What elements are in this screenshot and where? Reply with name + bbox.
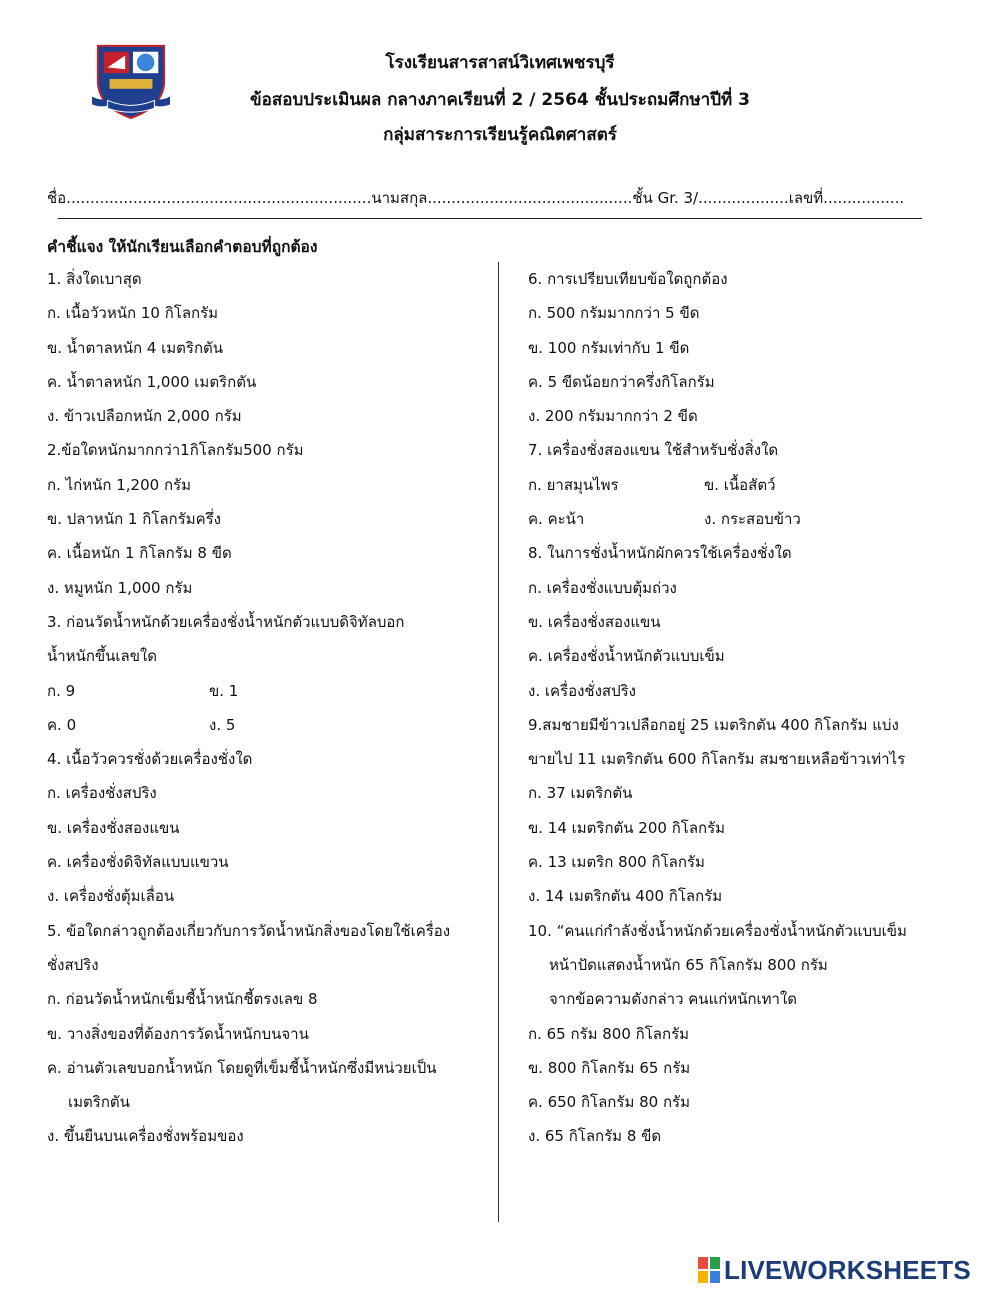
choice[interactable]: ข. 1: [209, 681, 239, 700]
choice[interactable]: ง. เครื่องชั่งตุ้มเลื่อน: [47, 887, 175, 906]
header-divider: [58, 218, 922, 219]
question-9-cont: ขายไป 11 เมตริกตัน 600 กิโลกรัม สมชายเหลือข้าวเท่าไร: [528, 750, 906, 769]
choice[interactable]: ค. 650 กิโลกรัม 80 กรัม: [528, 1093, 690, 1112]
column-divider: [498, 262, 499, 1222]
choice[interactable]: ค. เนื้อหนัก 1 กิโลกรัม 8 ขีด: [47, 544, 232, 563]
choice[interactable]: ง. กระสอบข้าว: [704, 510, 801, 529]
student-info-line[interactable]: ชื่อ................................................................นามสกุล...........................................ชั้น Gr. 3/...................เลขที่.................: [47, 189, 905, 207]
choice[interactable]: ง. 200 กรัมมากกว่า 2 ขีด: [528, 407, 698, 426]
left-column: [47, 264, 487, 1156]
question-1: 1. สิ่งใดเบาสุด: [47, 270, 142, 288]
choice[interactable]: ก. 65 กรัม 800 กิโลกรัม: [528, 1024, 690, 1043]
question-3-cont: น้ำหนักขึ้นเลขใด: [47, 647, 158, 666]
question-5-cont: ชั่งสปริง: [47, 955, 99, 974]
choice[interactable]: ข. เครื่องชั่งสองแขน: [528, 612, 661, 631]
liveworksheets-logo[interactable]: [698, 1256, 971, 1284]
choice[interactable]: ค. 13 เมตริก 800 กิโลกรัม: [528, 853, 705, 872]
question-2: 2.ข้อใดหนักมากกว่า1กิโลกรัม500 กรัม: [47, 441, 304, 460]
choice[interactable]: ข. เนื้อสัตว์: [704, 475, 776, 494]
question-7: 7. เครื่องชั่งสองแขน ใช้สำหรับชั่งสิ่งใด: [528, 441, 779, 460]
choice[interactable]: ก. 500 กรัมมากกว่า 5 ขีด: [528, 304, 700, 323]
choice[interactable]: ข. เครื่องชั่งสองแขน: [47, 818, 180, 837]
question-10-cont: หน้าปัดแสดงน้ำหนัก 65 กิโลกรัม 800 กรัม: [549, 955, 828, 974]
choice[interactable]: ค. อ่านตัวเลขบอกน้ำหนัก โดยดูที่เข็มชี้น้ำหนักซึ่งมีหน่วยเป็น: [47, 1058, 437, 1077]
choice-row: [47, 676, 487, 710]
question-6: 6. การเปรียบเทียบข้อใดถูกต้อง: [528, 270, 728, 288]
choice-row: [528, 470, 968, 504]
choice[interactable]: ข. 800 กิโลกรัม 65 กรัม: [528, 1058, 691, 1077]
choice[interactable]: ค. เครื่องชั่งน้ำหนักตัวแบบเข็ม: [528, 647, 725, 666]
question-3: 3. ก่อนวัดน้ำหนักด้วยเครื่องชั่งน้ำหนักตัวแบบดิจิทัลบอก: [47, 612, 405, 631]
choice[interactable]: ก. ก่อนวัดน้ำหนักเข็มชี้น้ำหนักชี้ตรงเลข 8: [47, 990, 318, 1009]
choice[interactable]: ง. เครื่องชั่งสปริง: [528, 681, 636, 700]
brand-text: LIVEWORKSHEETS: [724, 1254, 971, 1285]
question-9: 9.สมชายมีข้าวเปลือกอยู่ 25 เมตริกตัน 400 กิโลกรัม แบ่ง: [528, 715, 899, 734]
choice[interactable]: ค. คะน้า: [528, 510, 585, 529]
choice[interactable]: ก. ไก่หนัก 1,200 กรัม: [47, 475, 191, 494]
question-10-cont: จากข้อความดังกล่าว คนแก่หนักเทาใด: [549, 990, 798, 1009]
choice[interactable]: ง. 5: [209, 715, 236, 734]
choice[interactable]: ข. 100 กรัมเท่ากับ 1 ขีด: [528, 338, 690, 357]
choice[interactable]: ง. 65 กิโลกรัม 8 ขีด: [528, 1127, 662, 1146]
choice-row: [528, 504, 968, 538]
question-10: 10. “คนแก่กำลังชั่งน้ำหนักด้วยเครื่องชั่งน้ำหนักตัวแบบเข็ม: [528, 921, 907, 940]
choice[interactable]: ข. น้ำตาลหนัก 4 เมตริกตัน: [47, 338, 224, 357]
choice[interactable]: ข. ปลาหนัก 1 กิโลกรัมครึ่ง: [47, 510, 222, 529]
school-name: โรงเรียนสารสาสน์วิเทศเพชรบุรี: [385, 53, 615, 73]
choice[interactable]: ค. เครื่องชั่งดิจิทัลแบบแขวน: [47, 853, 229, 872]
choice-row: [47, 710, 487, 744]
choice[interactable]: ง. ขึ้นยืนบนเครื่องชั่งพร้อมของ: [47, 1127, 244, 1146]
choice[interactable]: ง. หมูหนัก 1,000 กรัม: [47, 578, 193, 597]
choice[interactable]: ก. 37 เมตริกตัน: [528, 784, 633, 803]
choice[interactable]: ข. 14 เมตริกตัน 200 กิโลกรัม: [528, 818, 726, 837]
question-8: 8. ในการชั่งน้ำหนักผักควรใช้เครื่องชั่งใด: [528, 544, 792, 563]
choice[interactable]: ค. น้ำตาลหนัก 1,000 เมตริกตัน: [47, 372, 257, 391]
exam-title: ข้อสอบประเมินผล กลางภาคเรียนที่ 2 / 2564 ชั้นประถมศึกษาปีที่ 3: [250, 90, 750, 110]
choice-cont: เมตริกตัน: [68, 1093, 130, 1112]
choice[interactable]: ค. 0: [47, 715, 77, 734]
liveworksheets-blocks-icon: [698, 1257, 720, 1283]
choice[interactable]: ข. วางสิ่งของที่ต้องการวัดน้ำหนักบนจาน: [47, 1024, 309, 1043]
question-4: 4. เนื้อวัวควรชั่งด้วยเครื่องชั่งใด: [47, 750, 253, 769]
choice[interactable]: ก. เครื่องชั่งแบบตุ้มถ่วง: [528, 578, 677, 597]
choice[interactable]: ก. ยาสมุนไพร: [528, 475, 619, 494]
choice[interactable]: ค. 5 ขีดน้อยกว่าครึ่งกิโลกรัม: [528, 372, 715, 391]
instruction: คำชี้แจง ให้นักเรียนเลือกคำตอบที่ถูกต้อง: [47, 238, 318, 256]
right-column: [528, 264, 968, 1156]
choice[interactable]: ก. 9: [47, 681, 76, 700]
choice[interactable]: ง. 14 เมตริกตัน 400 กิโลกรัม: [528, 887, 723, 906]
question-5: 5. ข้อใดกล่าวถูกต้องเกี่ยวกับการวัดน้ำหนักสิ่งของโดยใช้เครื่อง: [47, 921, 451, 940]
subject-title: กลุ่มสาระการเรียนรู้คณิตศาสตร์: [383, 125, 617, 145]
choice[interactable]: ก. เนื้อวัวหนัก 10 กิโลกรัม: [47, 304, 219, 323]
choice[interactable]: ก. เครื่องชั่งสปริง: [47, 784, 157, 803]
choice[interactable]: ง. ข้าวเปลือกหนัก 2,000 กรัม: [47, 407, 242, 426]
